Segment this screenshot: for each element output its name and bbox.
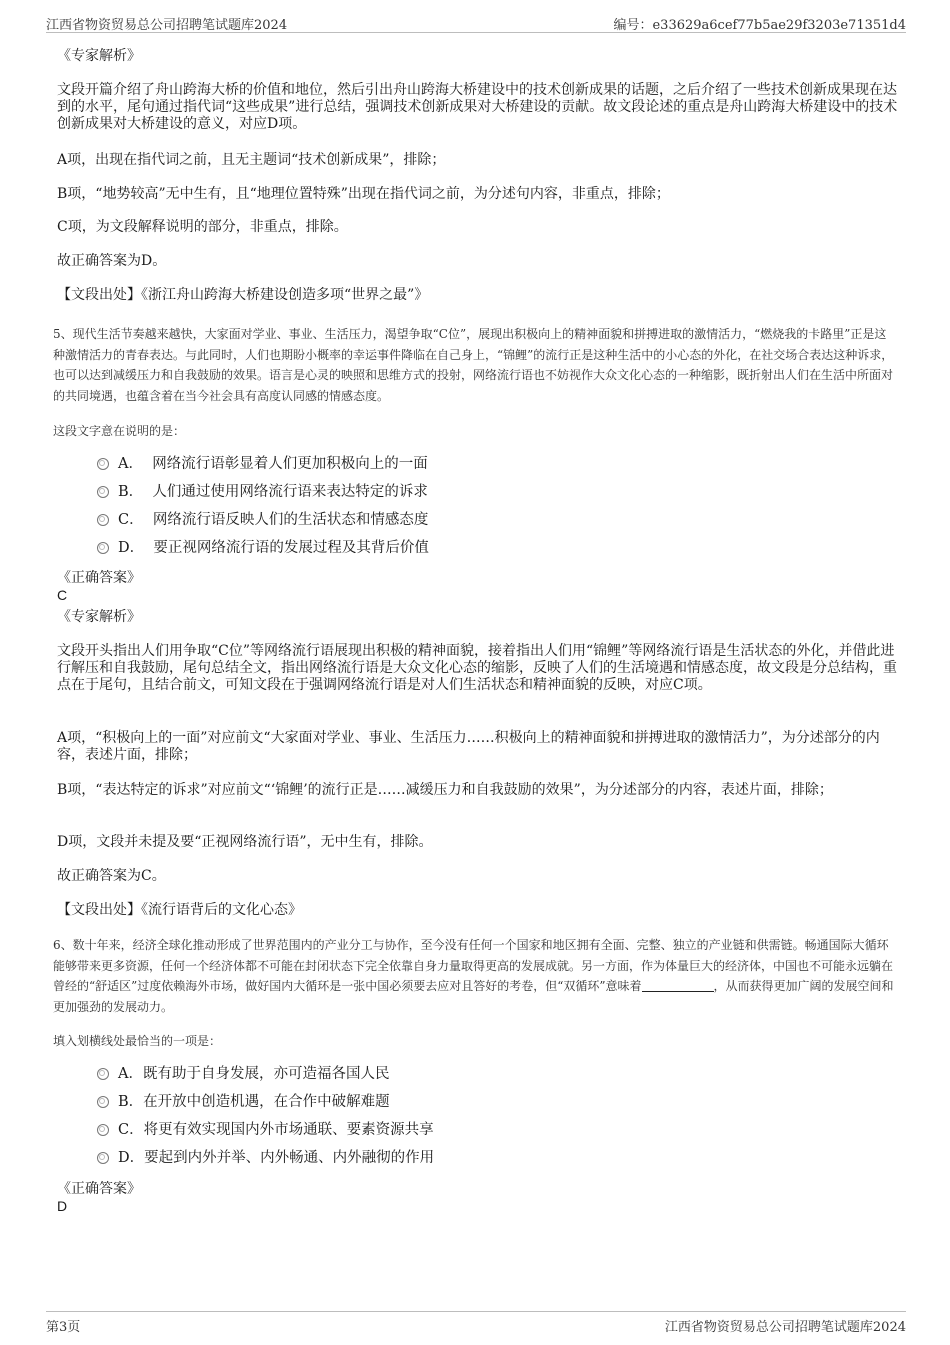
q6-stem-after-blank: ，从而获得更加广阔的发展空间和更加强劲的发展动力。 bbox=[53, 979, 894, 1014]
option-letter: C． bbox=[118, 1122, 144, 1138]
q5-conclusion: 故正确答案为C。 bbox=[57, 868, 166, 884]
q5-note-b: B项，“表达特定的诉求”对应前文“‘锦鲤’的流行正是……减缓压力和自我鼓励的效果”，为分述部分的内容，表述片面，排除； bbox=[57, 782, 833, 798]
q4-analysis: 文段开篇介绍了舟山跨海大桥的价值和地位，然后引出舟山跨海大桥建设中的技术创新成果的话题，之后介绍了一些技术创新成果现在达到的水平，尾句通过指代词“这些成果”进行总结，强调技术创新成果对大桥建设的贡献。故文段论述的重点是舟山跨海大桥建设中的技术创新成果对大桥建设的意义，对应D项。 bbox=[57, 82, 898, 132]
radio-icon[interactable] bbox=[97, 1068, 109, 1080]
fill-in-blank bbox=[642, 979, 714, 992]
radio-icon[interactable] bbox=[97, 514, 109, 526]
option-text: 网络流行语彰显着人们更加积极向上的一面 bbox=[152, 456, 428, 472]
q6-question: 填入划横线处最恰当的一项是： bbox=[53, 1034, 222, 1048]
radio-icon[interactable] bbox=[97, 1096, 109, 1108]
q5-analysis: 文段开头指出人们用争取“C位”等网络流行语展现出积极的精神面貌，接着指出人们用“锦鲤”等网络流行语是生活状态的外化，并借此进行解压和自我鼓励，尾句总结全文，指出网络流行语是大众文化心态的缩影，反映了人们的生活境遇和情感态度，故文段是分总结构，重点在于尾句，且结合前文，可知文段在于强调网络流行语是对人们生活状态和精神面貌的反映，对应C项。 bbox=[57, 643, 897, 693]
option-text: 在开放中创造机遇，在合作中破解难题 bbox=[143, 1094, 390, 1110]
q4-note-a: A项，出现在指代词之前，且无主题词“技术创新成果”，排除； bbox=[57, 152, 446, 168]
q5-option-a[interactable] bbox=[97, 455, 428, 473]
q5-option-d[interactable] bbox=[97, 539, 429, 557]
q6-answer: D bbox=[57, 1198, 68, 1214]
q5-note-a: A项，“积极向上的一面”对应前文“大家面对学业、事业、生活压力……积极向上的精神面貌和拼搏进取的激情活力”，为分述部分的内容，表述片面，排除； bbox=[57, 730, 880, 763]
q6-option-d[interactable] bbox=[97, 1149, 434, 1167]
q5-option-c[interactable] bbox=[97, 511, 428, 529]
header-document-id: 编号：e33629a6cef77b5ae29f3203e71351d4 bbox=[613, 18, 906, 33]
option-letter: A． bbox=[118, 456, 143, 472]
q4-source: 【文段出处】《浙江舟山跨海大桥建设创造多项“世界之最”》 bbox=[57, 287, 429, 303]
option-text: 要正视网络流行语的发展过程及其背后价值 bbox=[153, 540, 429, 556]
q5-expert-heading: 《专家解析》 bbox=[57, 609, 141, 625]
q4-note-c: C项，为文段解释说明的部分，非重点，排除。 bbox=[57, 219, 348, 235]
option-letter: D． bbox=[118, 540, 145, 556]
q6-option-a[interactable] bbox=[97, 1065, 389, 1083]
q5-option-b[interactable] bbox=[97, 483, 428, 501]
q5-answer-heading: 《正确答案》 bbox=[57, 570, 141, 586]
q4-conclusion: 故正确答案为D。 bbox=[57, 253, 167, 269]
option-text: 将更有效实现国内外市场通联、要素资源共享 bbox=[143, 1122, 434, 1138]
option-letter: A． bbox=[118, 1066, 143, 1082]
q5-note-d: D项，文段并未提及要“正视网络流行语”，无中生有，排除。 bbox=[57, 834, 433, 850]
q6-option-c[interactable] bbox=[97, 1121, 434, 1139]
header-title: 江西省物资贸易总公司招聘笔试题库2024 bbox=[46, 18, 288, 33]
radio-icon[interactable] bbox=[97, 1124, 109, 1136]
q6-option-b[interactable] bbox=[97, 1093, 390, 1111]
page-header bbox=[46, 10, 906, 33]
q5-stem: 5、现代生活节奏越来越快，大家面对学业、事业、生活压力，渴望争取“C位”，展现出积极向上的精神面貌和拼搏进取的激情活力，“燃烧我的卡路里”正是这种激情活力的青春表达。与此同时，人们也期盼小概率的幸运事件降临在自己身上，“锦鲤”的流行正是这种生活中的小心态的外化，在社交场合表达这种诉求，也可以达到减缓压力和自我鼓励的效果。语言是心灵的映照和思维方式的投射，网络流行语也不妨视作大众文化心态的一种缩影，既折射出人们在生活中所面对的共同境遇，也蕴含着在当今社会具有高度认同感的情感态度。 bbox=[53, 327, 894, 403]
q4-expert-heading: 《专家解析》 bbox=[57, 48, 141, 64]
option-text: 既有助于自身发展，亦可造福各国人民 bbox=[142, 1066, 390, 1082]
q6-stem-before-blank: 6、数十年来，经济全球化推动形成了世界范围内的产业分工与协作，至今没有任何一个国家和地区拥有全面、完整、独立的产业链和供需链。畅通国际大循环能够带来更多资源，任何一个经济体都不可能在封闭状态下完全依靠自身力量取得更高的发展成就。另一方面，作为体量巨大的经济体，中国也不可能永远躺在曾经的“舒适区”过度依赖海外市场，做好国内大循环是一张中国必须要去应对且答好的考卷，但“双循环”意味着 bbox=[53, 938, 894, 993]
q6-answer-heading: 《正确答案》 bbox=[57, 1181, 141, 1197]
page-footer bbox=[46, 1311, 906, 1336]
radio-icon[interactable] bbox=[97, 542, 109, 554]
option-text: 要起到内外并举、内外畅通、内外融彻的作用 bbox=[144, 1150, 435, 1166]
option-text: 网络流行语反映人们的生活状态和情感态度 bbox=[152, 512, 429, 528]
q4-note-b: B项，“地势较高”无中生有，且“地理位置特殊”出现在指代词之前，为分述句内容，非重点，排除； bbox=[57, 186, 670, 202]
q5-answer: C bbox=[57, 587, 68, 603]
radio-icon[interactable] bbox=[97, 486, 109, 498]
page-number: 第3页 bbox=[46, 1320, 81, 1335]
q5-question: 这段文字意在说明的是： bbox=[53, 424, 186, 438]
q5-source: 【文段出处】《流行语背后的文化心态》 bbox=[57, 902, 302, 918]
radio-icon[interactable] bbox=[97, 458, 109, 470]
q6-stem bbox=[53, 935, 898, 1017]
option-letter: C． bbox=[118, 512, 144, 528]
option-letter: D． bbox=[118, 1150, 145, 1166]
footer-title: 江西省物资贸易总公司招聘笔试题库2024 bbox=[664, 1320, 906, 1335]
option-letter: B． bbox=[118, 1094, 144, 1110]
radio-icon[interactable] bbox=[97, 1152, 109, 1164]
option-letter: B． bbox=[118, 484, 144, 500]
option-text: 人们通过使用网络流行语来表达特定的诉求 bbox=[152, 484, 428, 500]
